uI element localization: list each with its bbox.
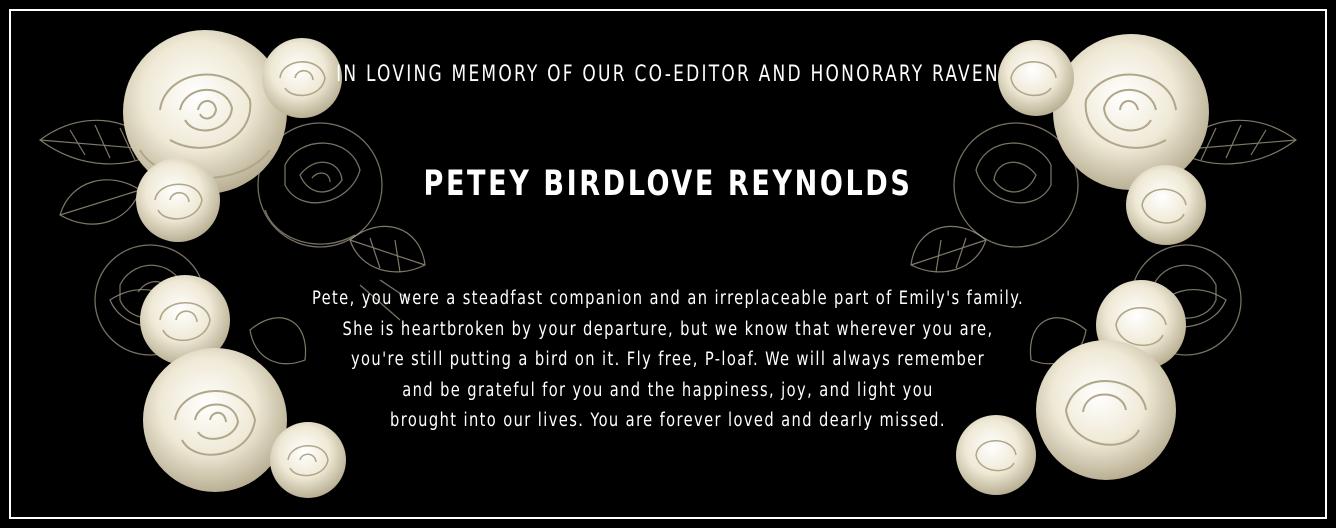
message-line: She is heartbroken by your departure, but we know that wherever you are, (342, 318, 994, 340)
message-line: brought into our lives. You are forever loved and dearly missed. (390, 410, 946, 431)
memorial-subtitle: IN LOVING MEMORY OF OUR CO-EDITOR AND HONORARY RAVEN (336, 62, 1000, 87)
message-line: and be grateful for you and the happiness, joy, and light you (402, 379, 934, 401)
message-line: Pete, you were a steadfast companion and an irreplaceable part of Emily's family. (311, 288, 1025, 309)
message-line: you're still putting a bird on it. Fly free, P-loaf. We will always remember (350, 349, 986, 370)
memorial-message (256, 284, 1080, 437)
memorial-name: PETEY BIRDLOVE REYNOLDS (423, 164, 913, 204)
